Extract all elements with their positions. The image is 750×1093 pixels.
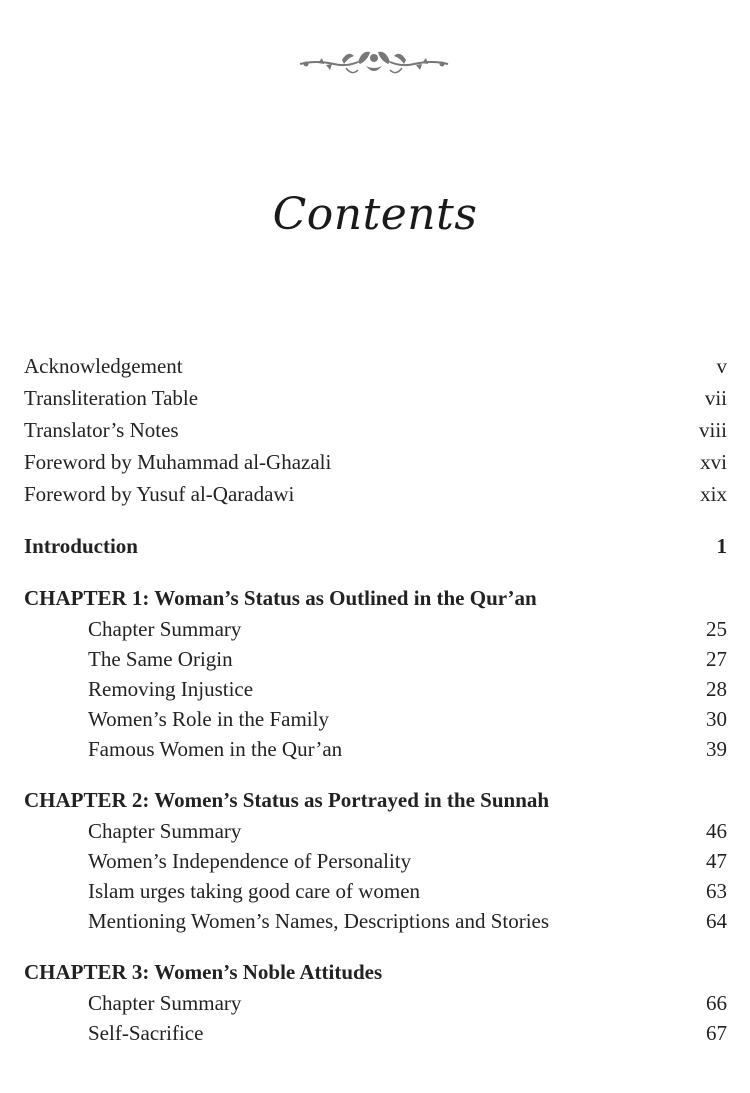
toc-entry-page: 27 bbox=[706, 647, 727, 671]
toc-entry-label: Translator’s Notes bbox=[24, 418, 179, 442]
toc-subentry[interactable] bbox=[24, 816, 727, 846]
toc-entry-page: 1 bbox=[716, 534, 727, 558]
toc-entry-page: 30 bbox=[706, 707, 727, 731]
toc-entry-page: 66 bbox=[706, 991, 727, 1015]
toc-entry-label: Acknowledgement bbox=[24, 354, 183, 378]
chapter-1-heading[interactable]: CHAPTER 1: Woman’s Status as Outlined in the Qur’an bbox=[24, 586, 537, 610]
toc-entry-label: Removing Injustice bbox=[88, 677, 254, 701]
chapter-2-heading[interactable]: CHAPTER 2: Women’s Status as Portrayed in the Sunnah bbox=[24, 788, 550, 812]
page-title: Contents bbox=[272, 189, 478, 241]
toc-subentry[interactable] bbox=[24, 644, 727, 674]
toc-entry-page: 63 bbox=[706, 879, 727, 903]
toc-entry-page: 39 bbox=[706, 737, 727, 761]
spacer bbox=[24, 764, 727, 784]
toc-entry-page: 46 bbox=[706, 819, 727, 843]
toc-subentry[interactable] bbox=[24, 906, 727, 936]
toc-entry-label: Famous Women in the Qur’an bbox=[88, 737, 343, 761]
toc-entry-page: xix bbox=[700, 482, 727, 506]
toc-subentry[interactable] bbox=[24, 846, 727, 876]
spacer bbox=[24, 562, 727, 582]
toc-entry-page: 28 bbox=[706, 677, 727, 701]
toc-entry-page: 47 bbox=[706, 849, 727, 873]
toc-subentry[interactable] bbox=[24, 614, 727, 644]
toc-subentry[interactable] bbox=[24, 704, 727, 734]
chapter-3-heading[interactable]: CHAPTER 3: Women’s Noble Attitudes bbox=[24, 960, 383, 984]
toc-entry-page: xvi bbox=[700, 450, 727, 474]
toc-entry-label: The Same Origin bbox=[88, 647, 233, 671]
toc-entry-page: vii bbox=[704, 386, 727, 410]
table-of-contents bbox=[24, 350, 727, 1048]
toc-entry-page: 25 bbox=[706, 617, 727, 641]
toc-entry-introduction[interactable] bbox=[24, 530, 727, 562]
floral-ornament-icon bbox=[296, 42, 452, 82]
toc-entry-page: viii bbox=[698, 418, 727, 442]
toc-entry-label: Transliteration Table bbox=[24, 386, 199, 410]
toc-entry-page: 67 bbox=[706, 1021, 727, 1045]
toc-entry-label: Introduction bbox=[24, 534, 138, 558]
toc-entry-foreword-ghazali[interactable] bbox=[24, 446, 727, 478]
toc-entry-label: Women’s Role in the Family bbox=[88, 707, 329, 731]
toc-entry-page: v bbox=[716, 354, 727, 378]
toc-entry-label: Foreword by Muhammad al-Ghazali bbox=[24, 450, 332, 474]
toc-subentry[interactable] bbox=[24, 674, 727, 704]
toc-entry-label: Self-Sacrifice bbox=[88, 1021, 204, 1045]
toc-subentry[interactable] bbox=[24, 1018, 727, 1048]
toc-entry-page: 64 bbox=[706, 909, 727, 933]
toc-entry-label: Islam urges taking good care of women bbox=[88, 879, 421, 903]
toc-subentry[interactable] bbox=[24, 988, 727, 1018]
toc-entry-translators-notes[interactable] bbox=[24, 414, 727, 446]
spacer bbox=[24, 510, 727, 530]
toc-entry-label: Women’s Independence of Personality bbox=[88, 849, 412, 873]
toc-subentry[interactable] bbox=[24, 734, 727, 764]
toc-subentry[interactable] bbox=[24, 876, 727, 906]
toc-entry-transliteration-table[interactable] bbox=[24, 382, 727, 414]
spacer bbox=[24, 936, 727, 956]
toc-entry-acknowledgement[interactable] bbox=[24, 350, 727, 382]
toc-entry-label: Foreword by Yusuf al-Qaradawi bbox=[24, 482, 295, 506]
toc-entry-label: Chapter Summary bbox=[88, 819, 242, 843]
toc-entry-label: Mentioning Women’s Names, Descriptions and Stories bbox=[88, 909, 550, 933]
toc-entry-label: Chapter Summary bbox=[88, 617, 242, 641]
toc-entry-foreword-qaradawi[interactable] bbox=[24, 478, 727, 510]
toc-entry-label: Chapter Summary bbox=[88, 991, 242, 1015]
